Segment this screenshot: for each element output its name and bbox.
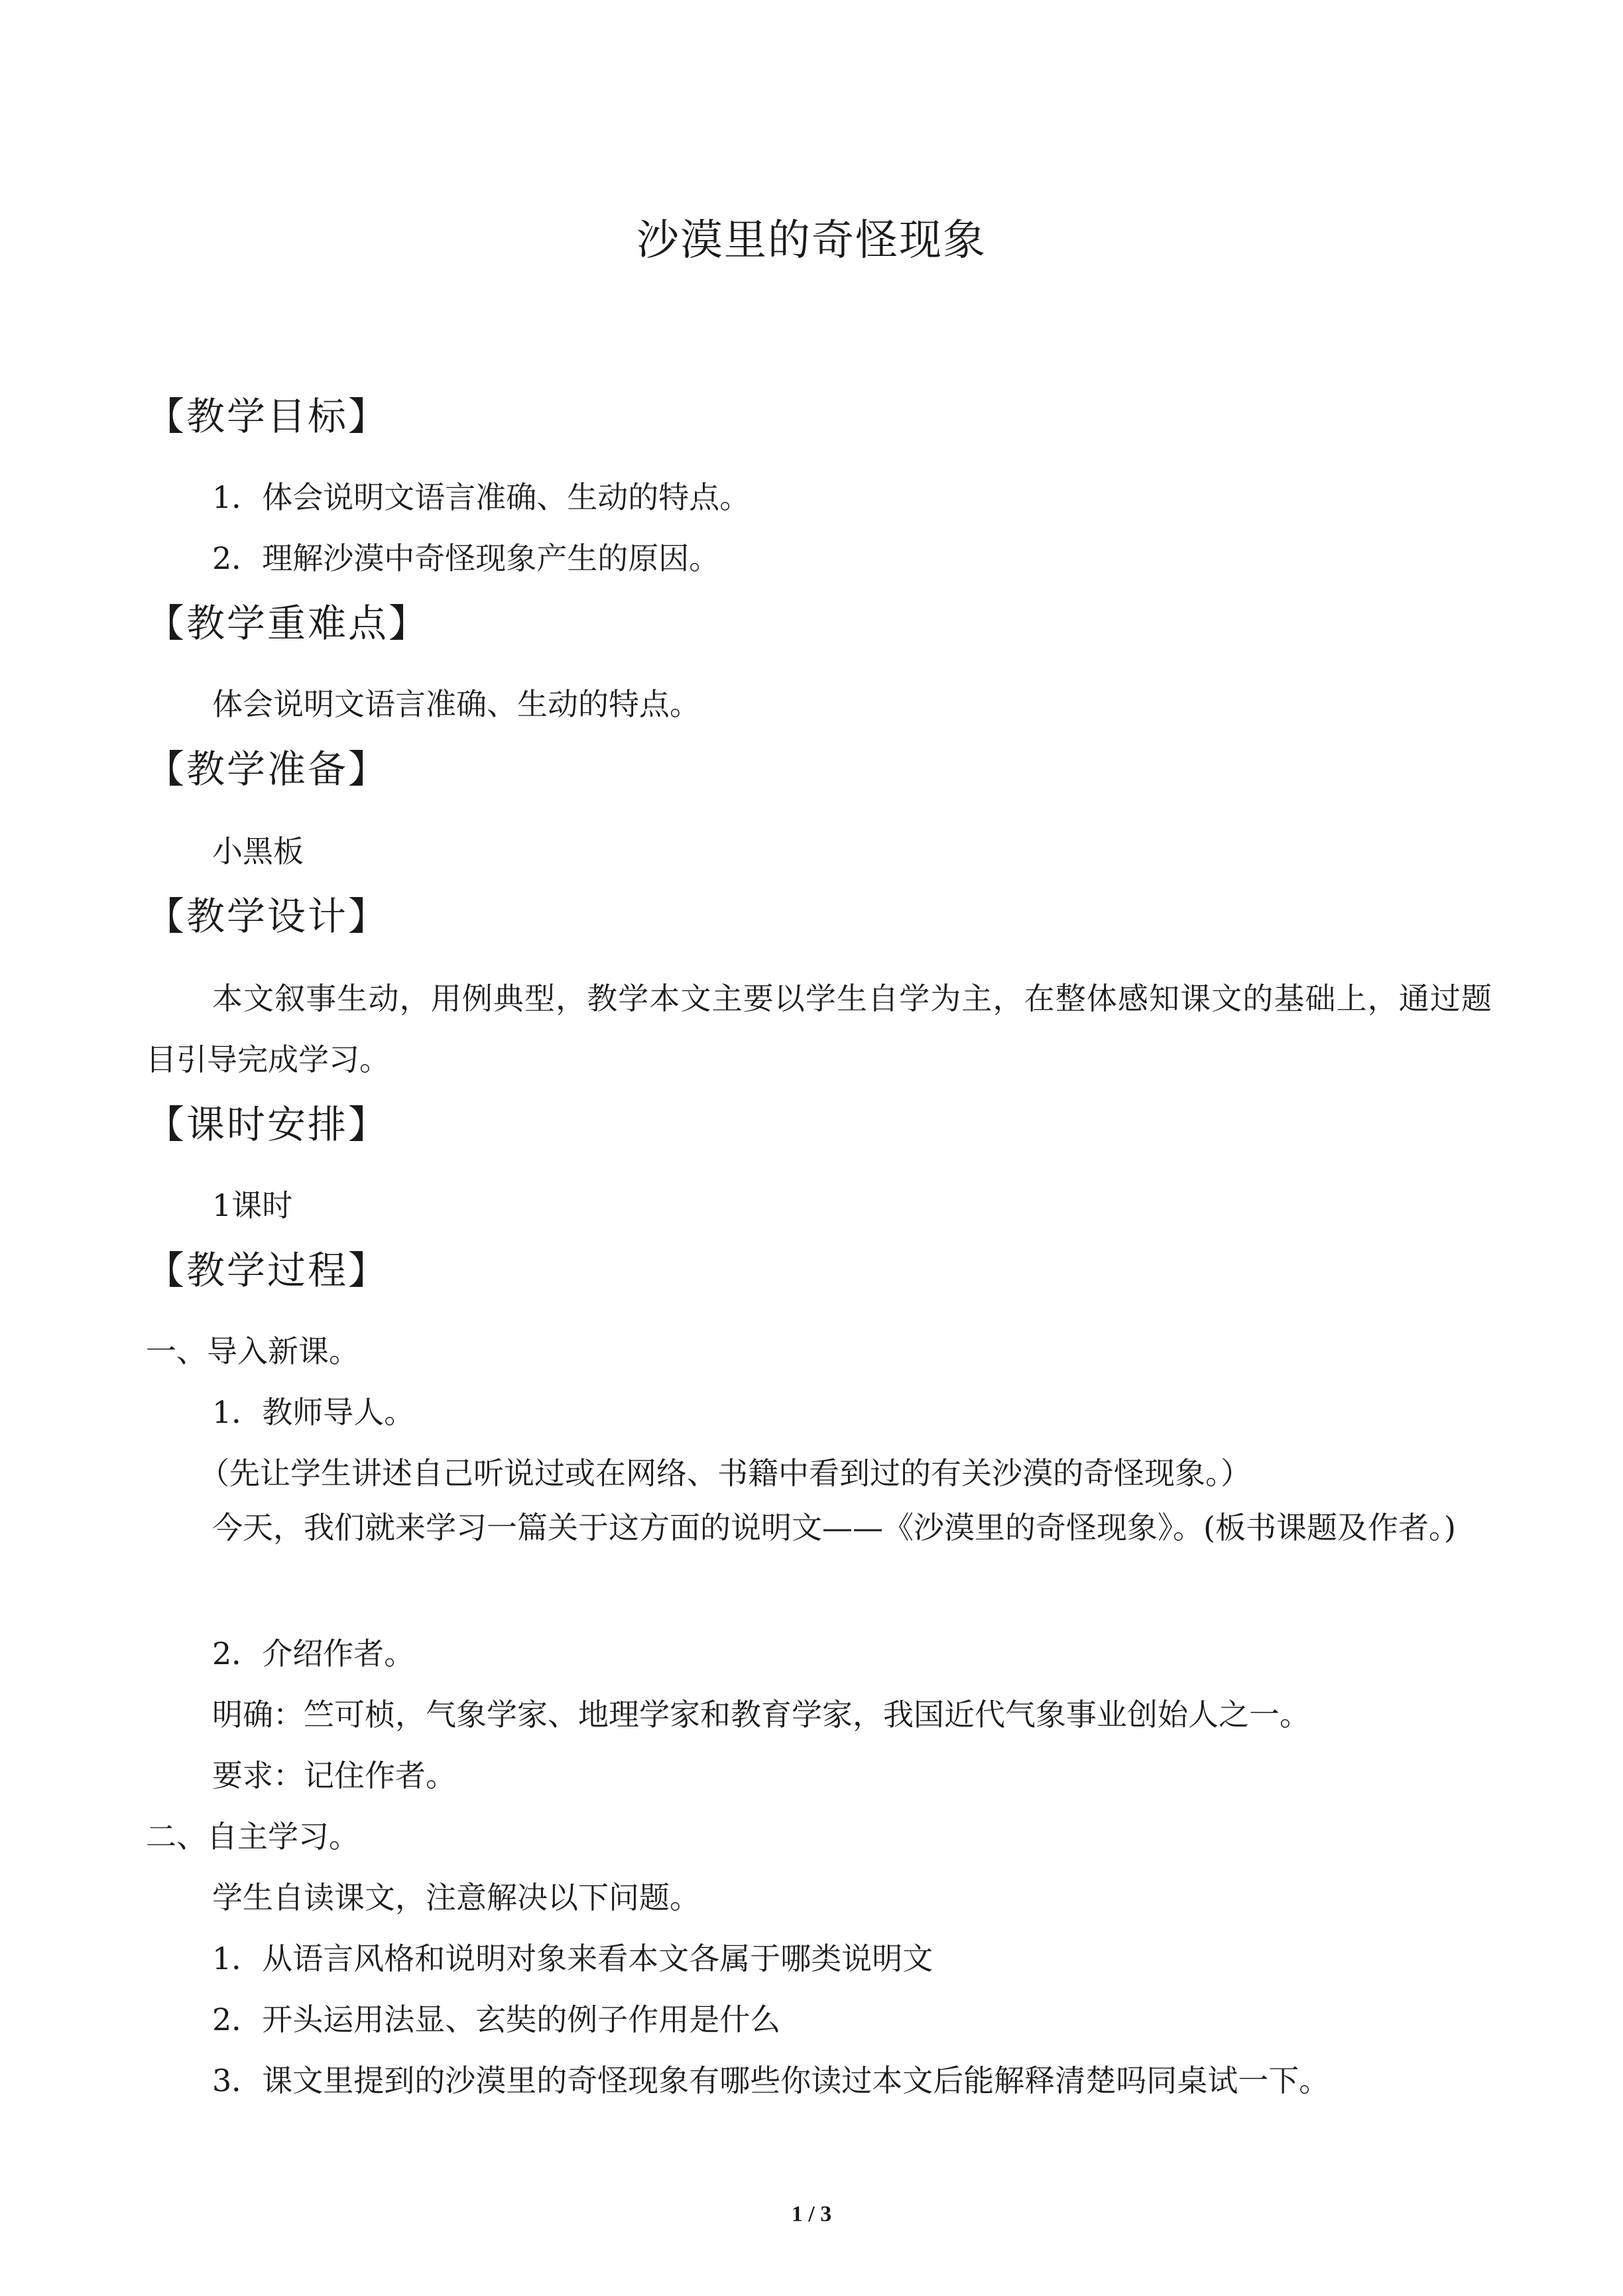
heading-schedule: 【课时安排】 xyxy=(146,1102,389,1147)
process-part1-item2: 2．介绍作者。 xyxy=(212,1636,415,1671)
process-part1-today: 今天，我们就来学习一篇关于这方面的说明文——《沙漠里的奇怪现象》。(板书课题及作者。) xyxy=(212,1510,1456,1545)
heading-teaching-goals: 【教学目标】 xyxy=(146,394,389,439)
heading-process: 【教学过程】 xyxy=(146,1248,389,1293)
heading-key-points: 【教学重难点】 xyxy=(146,601,430,646)
process-part1-clarify: 明确：竺可桢，气象学家、地理学家和教育学家，我国近代气象事业创始人之一。 xyxy=(212,1697,1310,1732)
preparation-text: 小黑板 xyxy=(212,833,304,869)
process-part2-title: 二、自主学习。 xyxy=(146,1819,359,1854)
process-part1-note: （先让学生讲述自己听说过或在网络、书籍中看到过的有关沙漠的奇怪现象。） xyxy=(199,1455,1251,1491)
process-part2-q1: 1．从语言风格和说明对象来看本文各属于哪类说明文 xyxy=(212,1941,933,1976)
heading-design: 【教学设计】 xyxy=(146,894,389,939)
process-part1-title: 一、导入新课。 xyxy=(146,1333,359,1369)
process-part1-item1: 1．教师导人。 xyxy=(212,1394,415,1430)
key-points-text: 体会说明文语言准确、生动的特点。 xyxy=(212,686,700,722)
process-part2-intro: 学生自读课文，注意解决以下问题。 xyxy=(212,1880,700,1915)
page-number: 1 / 3 xyxy=(791,2202,832,2226)
process-part2-q3: 3．课文里提到的沙漠里的奇怪现象有哪些你读过本文后能解释清楚吗同桌试一下。 xyxy=(212,2063,1330,2098)
process-part2-q2: 2．开头运用法显、玄奘的例子作用是什么 xyxy=(212,2002,781,2037)
process-part1-require: 要求：记住作者。 xyxy=(212,1758,456,1793)
heading-preparation: 【教学准备】 xyxy=(146,747,389,792)
design-paragraph: 本文叙事生动，用例典型，教学本文主要以学生自学为主，在整体感知课文的基础上，通过题目引导完成学习。 xyxy=(146,981,1492,1077)
page-title: 沙漠里的奇怪现象 xyxy=(636,216,987,265)
schedule-text: 1课时 xyxy=(212,1187,293,1223)
goal-item-1: 1．体会说明文语言准确、生动的特点。 xyxy=(212,479,751,515)
goal-item-2: 2．理解沙漠中奇怪现象产生的原因。 xyxy=(212,540,720,576)
